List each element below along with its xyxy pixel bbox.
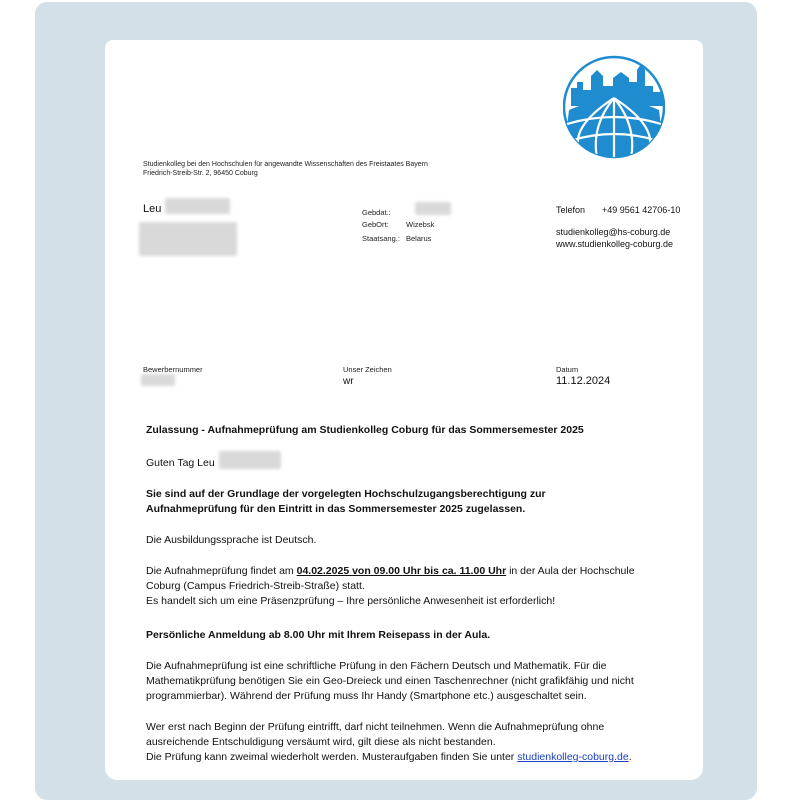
admission-line-1: Sie sind auf der Grundlage der vorgelegten Hochschulzugangsberechtigung zur bbox=[146, 488, 546, 500]
language-statement: Die Ausbildungssprache ist Deutsch. bbox=[146, 534, 317, 546]
studienkolleg-logo-globe-icon bbox=[563, 46, 665, 160]
studienkolleg-link[interactable]: studienkolleg-coburg.de bbox=[517, 751, 629, 763]
repeat-line bbox=[146, 750, 632, 765]
staatsang-value: Belarus bbox=[406, 234, 432, 243]
telefon-value: +49 9561 42706-10 bbox=[602, 205, 681, 215]
exam-line-2: Coburg (Campus Friedrich-Streib-Straße) statt. bbox=[146, 580, 365, 592]
sender-institution: Studienkolleg bei den Hochschulen für angewandte Wissenschaften des Freistaates Bayern bbox=[143, 161, 428, 168]
gebdat-label: Gebdat.: bbox=[362, 208, 391, 217]
repeat-period: . bbox=[628, 751, 632, 763]
sender-street: Friedrich-Streib-Str. 2, 96450 Coburg bbox=[143, 170, 258, 177]
letter-page bbox=[105, 40, 703, 780]
admission-line-2: Aufnahmeprüfung für den Eintritt in das Sommersemester 2025 zugelassen. bbox=[146, 503, 526, 515]
recipient-name: Leu bbox=[143, 203, 162, 215]
late-line-1: Wer erst nach Beginn der Prüfung eintrifft, darf nicht teilnehmen. Wenn die Aufnahmeprüfung ohne bbox=[146, 721, 605, 733]
exam-intro-text: Die Aufnahmeprüfung findet am bbox=[146, 565, 297, 577]
subjects-line-1: Die Aufnahmeprüfung ist eine schriftliche Prüfung in den Fächern Deutsch und Mathematik. Für die bbox=[146, 660, 607, 672]
datum-value: 11.12.2024 bbox=[556, 375, 611, 387]
redacted-bewerbernummer bbox=[141, 374, 175, 386]
admission-paragraph bbox=[146, 487, 546, 517]
geborte-value: Wizebsk bbox=[406, 220, 435, 229]
redacted-greeting-name bbox=[219, 451, 281, 469]
subjects-line-3: programmierbar). Während der Prüfung muss Ihr Handy (Smartphone etc.) ausgeschaltet sein. bbox=[146, 690, 587, 702]
geborte-label: GebOrt: bbox=[362, 220, 389, 229]
subjects-paragraph bbox=[146, 659, 634, 704]
late-line-2: ausreichende Entschuldigung versäumt wird, gilt diese als nicht bestanden. bbox=[146, 736, 496, 748]
greeting: Guten Tag Leu bbox=[146, 457, 215, 469]
redacted-recipient-address bbox=[139, 222, 237, 256]
letter-subject: Zulassung - Aufnahmeprüfung am Studienkolleg Coburg für das Sommersemester 2025 bbox=[146, 424, 584, 436]
contact-website: www.studienkolleg-coburg.de bbox=[556, 239, 674, 249]
subjects-line-2: Mathematikprüfung benötigen Sie ein Geo-Dreieck und einen Taschenrechner (nicht grafikfähig und nicht bbox=[146, 675, 634, 687]
unser-zeichen-value: wr bbox=[343, 376, 354, 387]
redacted-recipient-name bbox=[165, 198, 230, 214]
unser-zeichen-label: Unser Zeichen bbox=[343, 365, 392, 374]
exam-paragraph bbox=[146, 564, 635, 609]
telefon-label: Telefon bbox=[556, 205, 586, 215]
repeat-text: Die Prüfung kann zweimal wiederholt werden. Musteraufgaben finden Sie unter bbox=[146, 751, 518, 763]
contact-email: studienkolleg@hs-coburg.de bbox=[556, 227, 671, 237]
redacted-birthdate bbox=[415, 202, 451, 215]
exam-date-time: 04.02.2025 von 09.00 Uhr bis ca. 11.00 Uhr bbox=[296, 565, 507, 577]
late-arrival-paragraph bbox=[146, 720, 632, 765]
staatsang-label: Staatsang.: bbox=[362, 234, 400, 243]
bewerbernummer-label: Bewerbernummer bbox=[143, 365, 203, 374]
sender-address bbox=[143, 160, 428, 178]
datum-label: Datum bbox=[556, 365, 579, 374]
exam-line-3: Es handelt sich um eine Präsenzprüfung – Ihre persönliche Anwesenheit ist erforderlich! bbox=[146, 595, 556, 607]
registration-statement: Persönliche Anmeldung ab 8.00 Uhr mit Ihrem Reisepass in der Aula. bbox=[146, 629, 491, 641]
exam-location-text: in der Aula der Hochschule bbox=[506, 565, 635, 577]
exam-line-1 bbox=[146, 564, 635, 579]
